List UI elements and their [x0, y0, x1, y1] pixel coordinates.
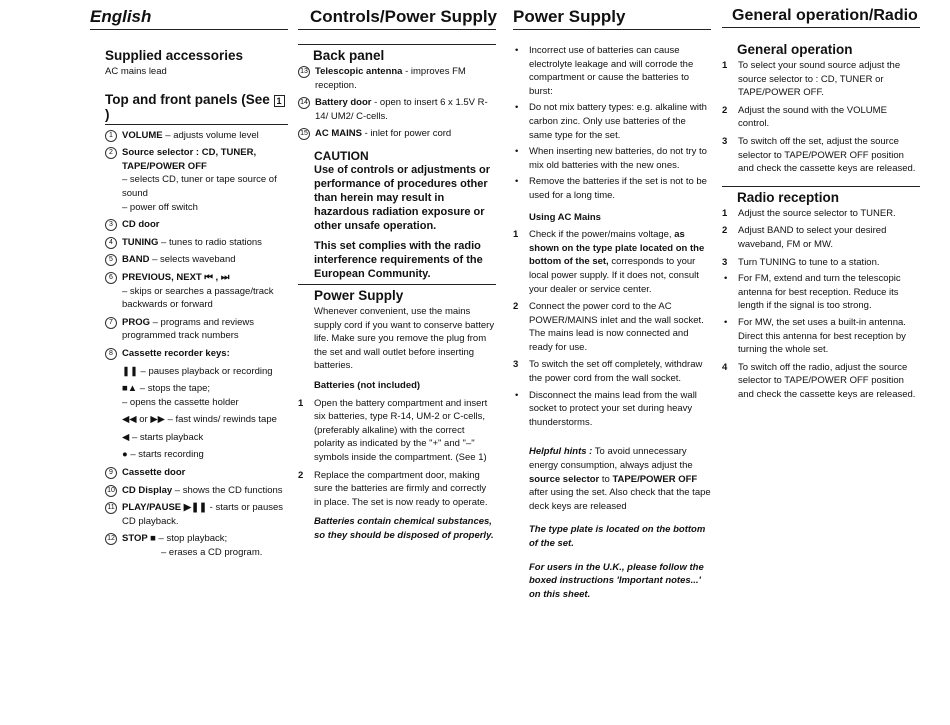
battery-step: 1 Open the battery compartment and insert six batteries, type R-14, UM-2 or C-cells, (preferably alkaline) with the correct polarity as indicated by the "+" and "–" symbols inside the compartment. (See 1): [298, 397, 488, 463]
column-english: [90, 0, 288, 560]
battery-bullet: • Incorrect use of batteries can cause electrolyte leakage and will corrode the compartment or cause the batteries to burst:: [515, 45, 694, 97]
control-sub: – selects CD, tuner or tape source of sound: [122, 174, 277, 199]
battery-bullet: • When inserting new batteries, do not try to mix old batteries with the new ones.: [515, 146, 707, 171]
caution-title: CAUTION: [314, 148, 369, 163]
radio-step: 3 Turn TUNING to tune to a station.: [722, 256, 880, 268]
complies-text: This set complies with the radio interference requirements of the European Community.: [314, 239, 483, 280]
cassette-key: ◀ – starts playback: [122, 431, 204, 443]
ac-step: 3 To switch the set off completely, withdraw the power cord from the wall socket.: [513, 359, 703, 385]
general-step: 2 Adjust the sound with the VOLUME control.: [722, 104, 887, 130]
cassette-key: ❚❚ – pauses playback or recording: [122, 365, 273, 377]
power-supply-title: Power Supply: [298, 284, 496, 303]
control-sub: – skips or searches a passage/track backwards or forward: [122, 285, 274, 311]
column-power: [513, 0, 711, 601]
supplied-text: AC mains lead: [105, 66, 167, 77]
control-item: 1 VOLUME – adjusts volume level: [105, 129, 288, 143]
control-item: 15 AC MAINS - inlet for power cord: [298, 127, 496, 141]
radio-bullet: • For MW, the set uses a built-in antenna. Direct this antenna for best reception by turning the whole set.: [724, 316, 906, 356]
batteries-title: Batteries (not included): [314, 379, 421, 391]
cassette-key: ■▲ – stops the tape;: [122, 383, 211, 395]
control-item: 14 Battery door - open to insert 6 x 1.5V R-14/ UM2/ C-cells.: [298, 96, 496, 123]
radio-bullet: • For FM, extend and turn the telescopic antenna for best reception. Reduce its length if the signal is too strong.: [724, 273, 901, 312]
control-item: 9 Cassette door: [105, 466, 288, 480]
battery-warning: Batteries contain chemical substances, so they should be disposed of properly.: [314, 516, 494, 541]
control-list: [105, 129, 288, 560]
panels-title: Top and front panels (See 1): [105, 89, 288, 122]
header-controls: Controls/Power Supply: [298, 7, 496, 30]
control-item: 7 PROG – programs and reviews programmed track numbers: [105, 316, 288, 343]
control-item: 10 CD Display – shows the CD functions: [105, 484, 288, 498]
general-step: 1 To select your sound source adjust the source selector to : CD, TUNER or TAPE/POWER OFF.: [722, 60, 901, 99]
control-item: 11 PLAY/PAUSE ▶❚❚ - starts or pauses CD playback.: [105, 501, 288, 528]
helpful-hints: Helpful hints : To avoid unnecessary energy consumption, always adjust the source selector to TAPE/POWER OFF after using the set. Also check that the tape deck keys are released: [529, 446, 711, 512]
ac-mains-title: Using AC Mains: [529, 211, 601, 223]
general-step: 3 To switch off the set, adjust the source selector to TAPE/POWER OFF position and check the cassette keys are released.: [722, 135, 916, 175]
back-panel-list: [298, 65, 496, 141]
control-sub: – power off switch: [122, 201, 198, 213]
control-item: 6 PREVIOUS, NEXT ⏮ , ⏭: [105, 271, 288, 285]
battery-step: 2 Replace the compartment door, making sure the batteries are firmly and correctly in place. The set is now ready to operate.: [298, 469, 488, 508]
supplied-title: Supplied accessories: [105, 48, 244, 63]
column-controls: [298, 0, 496, 542]
control-item: 8 Cassette recorder keys:: [105, 347, 288, 361]
general-title: General operation: [737, 42, 853, 57]
cassette-key: ◀◀ or ▶▶ – fast winds/ rewinds tape: [122, 414, 277, 426]
cassette-key: – opens the cassette holder: [122, 396, 239, 408]
radio-step: 4 To switch off the radio, adjust the source selector to TAPE/POWER OFF position and check the cassette keys are released.: [722, 361, 916, 400]
disconnect-bullet: • Disconnect the mains lead from the wall socket to protect your set during heavy thunderstorms.: [515, 389, 697, 428]
ac-step: 1 Check if the power/mains voltage, as shown on the type plate located on the bottom of the set, corresponds to your local power supply. If it does not, consult your dealer or service center.: [513, 229, 705, 295]
type-plate-note: The type plate is located on the bottom of the set.: [529, 524, 706, 549]
control-item: 5 BAND – selects waveband: [105, 253, 288, 267]
header-power: Power Supply: [513, 7, 711, 30]
uk-note: For users in the U.K., please follow the boxed instructions 'Important notes...' on this sheet.: [529, 561, 704, 600]
radio-title: Radio reception: [722, 186, 920, 205]
control-sub: – erases a CD program.: [161, 547, 263, 559]
back-panel-title: Back panel: [298, 44, 496, 63]
header-general: General operation/Radio: [722, 7, 920, 28]
column-general: [722, 0, 920, 401]
control-item: 12 STOP ■ – stop playback;: [105, 532, 288, 546]
ac-step: 2 Connect the power cord to the AC POWER/MAINS inlet and the wall socket. The mains lead is now connected and ready for use.: [513, 301, 704, 353]
battery-bullet: • Remove the batteries if the set is not to be used for a long time.: [515, 176, 707, 201]
control-item: 3 CD door: [105, 218, 288, 232]
header-english: English: [90, 7, 288, 30]
power-supply-text: Whenever convenient, use the mains supply cord if you want to conserve battery life. Make sure you remove the plug from the set and wall outlet before inserting batteries.: [314, 305, 495, 372]
battery-bullet: • Do not mix battery types: e.g. alkaline with carbon zinc. Only use batteries of the same type for the set.: [515, 102, 707, 141]
cassette-key: ● – starts recording: [122, 449, 204, 461]
radio-step: 2 Adjust BAND to select your desired waveband, FM or MW.: [722, 225, 887, 250]
control-item: 13 Telescopic antenna - improves FM reception.: [298, 65, 496, 92]
control-item: 4 TUNING – tunes to radio stations: [105, 236, 288, 250]
caution-text: Use of controls or adjustments or performance of procedures other than herein may result in hazardous radiation exposure or other unsafe operation.: [314, 163, 491, 232]
radio-step: 1 Adjust the source selector to TUNER.: [722, 207, 896, 219]
control-item: 2 Source selector : CD, TUNER, TAPE/POWER OFF: [105, 146, 288, 173]
